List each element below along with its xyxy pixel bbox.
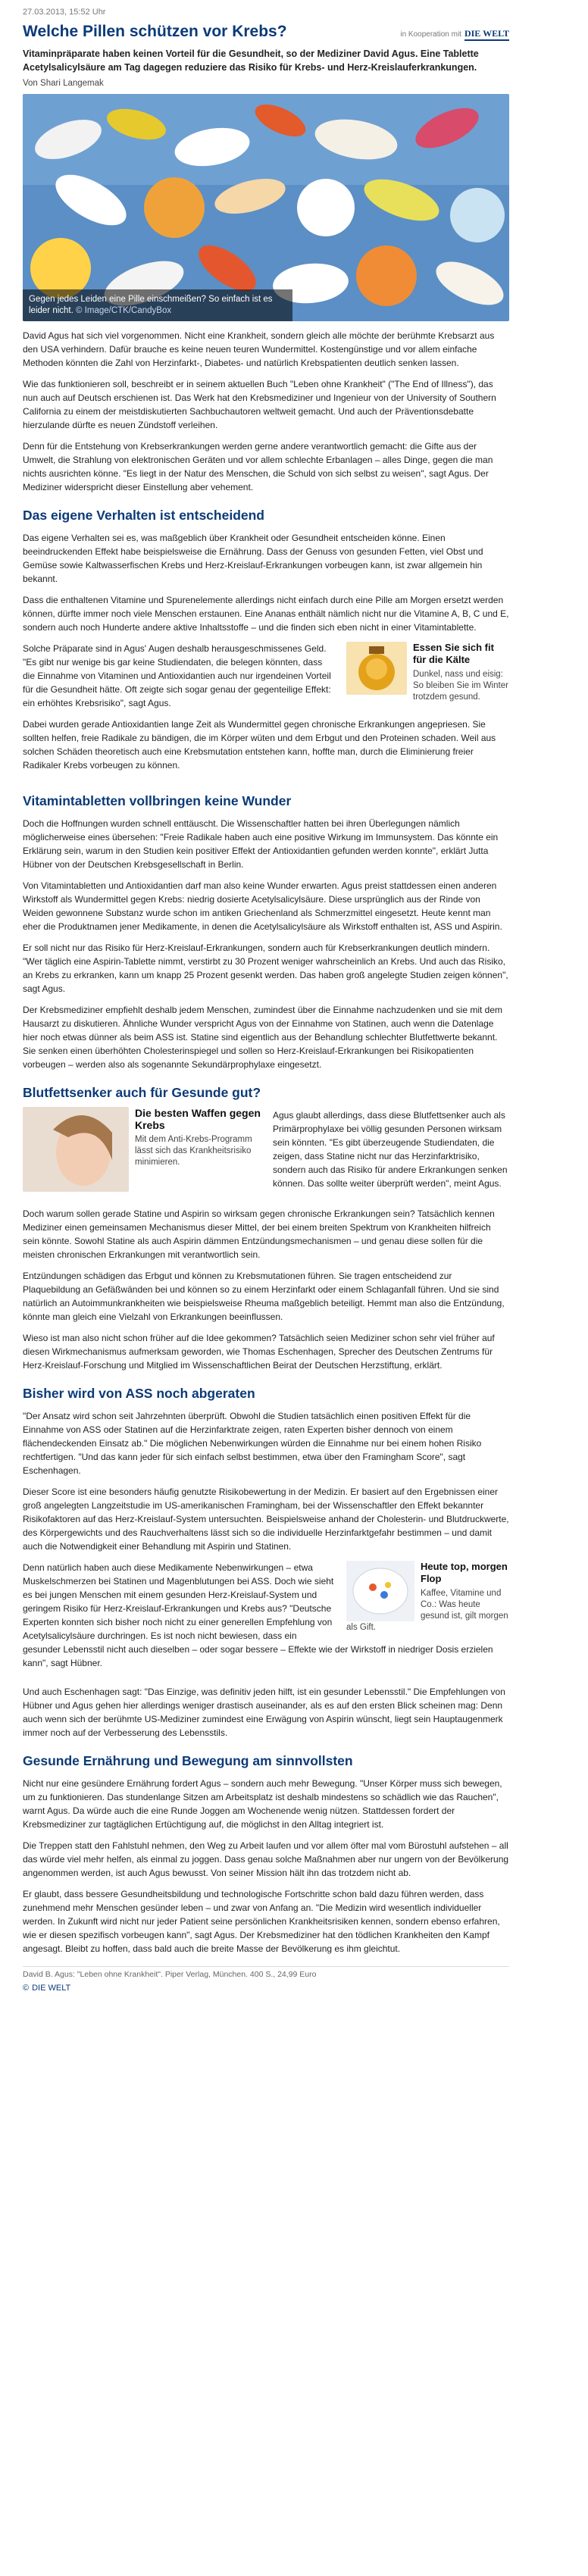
paragraph: Entzündungen schädigen das Erbgut und können zu Krebsmutationen führen. Sie tragen entscheidend zur Plaquebildung an Gefäßwänden bei und können so zu einem Herzinfarkt oder einem Schlaganfall führen. Und sie sind natürlich an Autoimmunkrankheiten wie beispielsweise Rheuma maßgeblich beteiligt. Hemmt man also die Entzündung, könnte man gleich eine Vielzahl von Erkrankungen beeinflussen. bbox=[23, 1271, 505, 1322]
teaser-winter-fit[interactable] bbox=[346, 642, 509, 703]
paragraph: "Der Ansatz wird schon seit Jahrzehnten überprüft. Obwohl die Studien tatsächlich einen positiven Effekt für die Einnahme von ASS oder Statinen auf die Herzinfarktrate zeigen, raten Experten bisher dennoch von einem flächendeckenden Einsatz ab." Die möglichen Nebenwirkungen würden die Einnahme nur bei einem hohen Risiko rechtfertigen. "Und das kann jeder für sich einfach selbst bestimmen, etwa über den Framingham Score", sagt Eschenhagen. bbox=[23, 1411, 482, 1476]
section-heading: Gesunde Ernährung und Bewegung am sinnvollsten bbox=[23, 1753, 353, 1768]
paragraph: Agus glaubt allerdings, dass diese Blutfettsenker auch als Primärprophylaxe bei völlig gesunden Personen wirksam sein könnten. "Es gibt überzeugende Studiendaten, die zeigen, dass Statine nicht nur das Herzinfarktrisiko, sondern auch das Risiko für andere Erkrankungen senken können. Das sollte weiter überprüft werden", meint Agus. bbox=[273, 1110, 508, 1189]
teaser-description: Kaffee, Vitamine und Co.: Was heute gesund ist, gilt morgen als Gift. bbox=[346, 1589, 508, 1632]
paragraph: Wie das funktionieren soll, beschreibt er in seinem aktuellen Buch "Leben ohne Krankheit" ("The End of Illness"), das nun auch auf Deutsch erschienen ist. Das Werk hat den Krebsmediziner und Ingenieur von der University of Southern California zu einem der meistdiskutierten Sachbuchautoren weltweit gemacht. Und auch der Präventionsdebatte hierzulande dürfte es neuen Zündstoff verleihen. bbox=[23, 379, 496, 430]
section-heading: Bisher wird von ASS noch abgeraten bbox=[23, 1386, 255, 1401]
paragraph: Denn für die Entstehung von Krebserkrankungen werden gerne andere verantwortlich gemacht: die Gifte aus der Umwelt, die Strahlung von elektronischen Geräten und vor allem schlechte Erbanlagen – alles Dinge, gegen die man nichts ausrichten könne. "Es liegt in der Natur des Menschen, die Schuld von sich selbst zu weisen", sagt Agus. Der Mediziner widerspricht dieser Einstellung aber vehement. bbox=[23, 441, 493, 492]
hero-caption-text: Gegen jedes Leiden eine Pille einschmeißen? So einfach ist es leider nicht. bbox=[29, 295, 273, 315]
welt-logo-icon: © bbox=[23, 1984, 30, 1993]
teaser-honey-image[interactable] bbox=[346, 642, 407, 695]
footer-logo-text[interactable]: DIE WELT bbox=[32, 1984, 71, 1993]
paragraph: Solche Präparate sind in Agus' Augen deshalb herausgeschmissenes Geld. "Es gibt nur wenige bis gar keine Studiendaten, die belegen könnten, dass die Einnahme von Vitaminen und Antioxidantien auch nur irgendeinen Vorteil für die Gesundheit hätte. Oft zeigte sich sogar genau der gegenteilige Effekt: ein erhöhtes Krebsrisiko", sagt Agus. bbox=[23, 643, 331, 708]
section-heading: Vitamintabletten vollbringen keine Wunder bbox=[23, 793, 292, 808]
die-welt-logo[interactable]: DIE WELT bbox=[464, 28, 509, 41]
paragraph: Das eigene Verhalten sei es, was maßgeblich über Krankheit oder Gesundheit entscheiden könne. Einen beeindruckenden Effekt habe beispielsweise die Ernährung. Dass der Genuss von gesunden Fetten, viel Obst und Gemüse sowie Kaltwasserfischen Krebs und Herz-Kreislauf-Erkrankungen vorbeugen kann, ist zwar allgemein hin bekannt. bbox=[23, 533, 483, 584]
paragraph: Die Treppen statt den Fahlstuhl nehmen, den Weg zu Arbeit laufen und vor allem öfter mal vom Bürostuhl aufstehen – all das würde viel mehr helfen, als einmal zu joggen. Dass genau solche Maßnahmen aber nur ungern von der Bevölkerung angenommen werden, ist auch Agus bewusst. Von seiner Mission hält ihn das trotzdem nicht ab. bbox=[23, 1840, 509, 1878]
paragraph: Wieso ist man also nicht schon früher auf die Idee gekommen? Tatsächlich seien Mediziner schon sehr viel früher auf diesen Wirkmechanismus aufmerksam geworden, wie Thomas Eschenhagen, Sprecher des Deutschen Zentrums für Herz-Kreislauf-Forschung und Mitglied im Wissenschaftlichen Beirat der Deutschen Herzstiftung, erklärt. bbox=[23, 1333, 495, 1371]
coop-label: in Kooperation mit bbox=[400, 30, 461, 39]
teaser-title[interactable]: Essen Sie sich fit für die Kälte bbox=[413, 642, 494, 665]
woman-portrait-icon bbox=[23, 1107, 129, 1192]
hero-caption bbox=[23, 289, 292, 321]
paragraph: Nicht nur eine gesündere Ernährung fordert Agus – sondern auch mehr Bewegung. "Unser Körper muss sich bewegen, um zu funktionieren. Das stundenlange Sitzen am Arbeitsplatz ist deshalb mindestens so schädlich wie das Rauchen", warnt Agus. Da würde auch die eine Runde Joggen am Wochenende wenig nützen. Stattdessen fordert der Krebsmediziner zur tagtäglichen Ertüchtigung auf, die möglichst in den Alltag integriert ist. bbox=[23, 1778, 502, 1830]
pills-photo bbox=[23, 94, 509, 321]
book-footnote: David B. Agus: "Leben ohne Krankheit". Piper Verlag, München. 400 S., 24,99 Euro bbox=[23, 1966, 509, 1979]
hero-image[interactable] bbox=[23, 94, 509, 321]
teaser-title[interactable]: Die besten Waffen gegen Krebs bbox=[135, 1107, 261, 1131]
footer-source[interactable] bbox=[23, 1984, 509, 1993]
byline[interactable]: Von Shari Langemak bbox=[23, 79, 104, 88]
teaser-title[interactable]: Heute top, morgen Flop bbox=[421, 1561, 508, 1584]
article bbox=[23, 0, 509, 1993]
teaser-anti-cancer[interactable] bbox=[23, 1107, 262, 1192]
honey-icon bbox=[346, 642, 407, 695]
paragraph: Doch warum sollen gerade Statine und Aspirin so wirksam gegen chronische Erkrankungen sein? Tatsächlich kennen Mediziner einen gemeinsamen Mechanismus dieser Mittel, der bei einem breiten Spektrum von Krankheiten hilfreich sein könnte. Sowohl Statine als auch Aspirin dämmen Entzündungsmechanismen – und genau diese sollen für die meisten chronischen Erkrankungen mit verantwortlich sein. bbox=[23, 1208, 495, 1260]
article-lead: Vitaminpräparate haben keinen Vorteil für die Gesundheit, so der Mediziner David Agus. Eine Tablette Acetylsalicylsäure am Tag dagegen reduziere das Risiko für Krebs- und Herz-Kreislauferkrankungen. bbox=[23, 48, 479, 73]
paragraph: Und auch Eschenhagen sagt: "Das Einzige, was definitiv jeden hilft, ist ein gesunder Lebensstil." Die Empfehlungen von Hübner und Agus gehen hier allerdings weniger drastisch auseinander, als es auf den ersten Blick scheinen mag: Denn auch wenn sich der berühmte US-Mediziner zumindest eine Erwägung von Aspirin wünscht, liegt sein Hauptaugenmerk immer noch auf der Verbesserung des Lebensstils. bbox=[23, 1687, 505, 1738]
paragraph: Er glaubt, dass bessere Gesundheitsbildung und technologische Fortschritte schon bald dazu führen werden, dass zunehmend mehr Menschen gesünder leben – und zwar von Anfang an. "Die Medizin wird wesentlich individueller werden. In Zukunft wird nicht nur jeder Patient seine persönlichen Krankheitsrisiken kennen, sondern ebenso erfahren, wie er diesen spezifisch vorbeugen kann", sagt Agus. Der Krebsmediziner hat den tödlichen Krankheiten den Kampf angesagt. Bleibt zu hoffen, dass bald auch die breite Masse der Bevölkerung es ihm gleichtut. bbox=[23, 1889, 500, 1954]
section-heading: Das eigene Verhalten ist entscheidend bbox=[23, 508, 264, 523]
hero-credit: © Image/CTK/CandyBox bbox=[76, 306, 172, 315]
plate-pills-icon bbox=[346, 1561, 414, 1621]
paragraph: Doch die Hoffnungen wurden schnell enttäuscht. Die Wissenschaftler hatten bei ihren Überlegungen nämlich möglicherweise eines übersehen: "Freie Radikale haben auch eine positive Wirkung im Immunsystem. Das könnte ein Erklärung sein, warum in den Studien kein positiver Effekt der Antioxidantien gefunden werden konnte", erklärt Jutta Hübner von der Deutschen Krebsgesellschaft in Berlin. bbox=[23, 818, 499, 870]
article-title: Welche Pillen schützen vor Krebs? bbox=[23, 23, 287, 40]
paragraph: Der Krebsmediziner empfiehlt deshalb jedem Menschen, zumindest über die Einnahme nachzudenken und sie mit dem Hausarzt zu diskutieren. Ähnliche Wunder verspricht Agus von der Einnahme von Statinen, auch wenn die Datenlage hier noch etwas dünner als beim ASS ist. Statine sind eigentlich aus der Behandlung schlechter Blutfettwerte bekannt. Sie senken einen überhöhten Cholesterinspiegel und sollen so Herz-Kreislauf-Erkrankungen bei Risikopatienten vorbeugen – werden also als sogenannte Sekundärprophylaxe eingesetzt. bbox=[23, 1005, 503, 1070]
paragraph: Er soll nicht nur das Risiko für Herz-Kreislauf-Erkrankungen, sondern auch für Krebserkrankungen deutlich mindern. "Wer täglich eine Aspirin-Tablette nimmt, verstirbt zu 30 Prozent weniger wahrscheinlich an Krebs. Und auch das Risiko, an Krebs zu erkranken, kann um knapp 25 Prozent gesenkt werden. Das haben groß angelegte Studien zeigen können", sagt Agus. bbox=[23, 943, 508, 994]
paragraph: David Agus hat sich viel vorgenommen. Nicht eine Krankheit, sondern gleich alle möchte der berühmte Krebsarzt aus den USA verhindern. Dafür brauche es keine neuen teuren Wundermittel. Kostengünstige und vor allem einfache Methoden könnten die Zahl von Herzinfarkt-, Diabetes- und natürlich Krebspatienten deutlich senken lassen. bbox=[23, 330, 495, 368]
teaser-top-flop[interactable] bbox=[346, 1561, 509, 1633]
paragraph: Dabei wurden gerade Antioxidantien lange Zeit als Wundermittel gegen chronische Erkrankungen angepriesen. Sie sollten helfen, freie Radikale zu bändigen, die im Körper wüten und dem Erbgut und den Proteinen schaden. Weil aus solchen Schäden theoretisch auch eine Krebsmutation entstehen kann, hoffte man, durch die Eliminierung freier Radikaler Krebs vorbeugen zu können. bbox=[23, 719, 496, 771]
section-heading: Blutfettsenker auch für Gesunde gut? bbox=[23, 1085, 261, 1100]
cooperation[interactable] bbox=[400, 28, 509, 41]
title-row bbox=[23, 23, 509, 41]
paragraph: Von Vitamintabletten und Antioxidantien darf man also keine Wunder erwarten. Agus preist stattdessen einen anderen Wirkstoff als Wundermittel gegen Krebs: niedrig dosierte Acetylsalicylsäure. Diese ursprünglich aus der Rinde von Weiden gewonnene Substanz wurde schon im antiken Griechenland als Schmerzmittel eingesetzt. Heute kennt man eher die Produktnamen jener Medikamente, in denen die Acetylsalicylsäure als Wirkstoff enthalten ist, ASS und Aspirin. bbox=[23, 880, 502, 932]
paragraph: Dieser Score ist eine besonders häufig genutzte Risikobewertung in der Medizin. Er basiert auf den Ergebnissen einer groß angelegten Langzeitstudie im US-amerikanischen Framingham, bei der Wissenschaftler den Effekt bekannter Risikofaktoren auf das Herz-Kreislauf-System untersuchten. Beispielsweise anhand der Cholesterin- und Blutdruckwerte, des Körpergewichts und des Rauchverhaltens lässt sich so die individuelle Herzinfarktgefahr bestimmen – und damit auch die Notwendigkeit einer Behandlung mit Aspirin und Statinen. bbox=[23, 1487, 509, 1552]
teaser-woman-image[interactable] bbox=[23, 1107, 129, 1192]
article-date: 27.03.2013, 15:52 Uhr bbox=[23, 8, 106, 17]
teaser-description: Dunkel, nass und eisig: So bleiben Sie im Winter trotzdem gesund. bbox=[413, 670, 508, 702]
teaser-description: Mit dem Anti-Krebs-Programm lässt sich das Krankheitsrisiko minimieren. bbox=[135, 1135, 252, 1167]
paragraph: Dass die enthaltenen Vitamine und Spurenelemente allerdings nicht einfach durch eine Pille am Morgen ersetzt werden können, dürfte immer noch viele Menschen erstaunen. Eine Ananas enthält nämlich nicht nur die Vitamine A, B, C und E, sondern auch noch Hunderte andere aktive Inhaltsstoffe – und die finden sich eben nicht in einer Vitamintablette. bbox=[23, 595, 509, 633]
paragraph: Denn natürlich haben auch diese Medikamente Nebenwirkungen – etwa Muskelschmerzen bei Statinen und Magenblutungen bei ASS. Doch wie sieht es bei jungen Menschen mit einem gesunden Herz-Kreislauf-System und geringem Risiko für Herz-Kreislauf-Erkrankungen und Krebs aus? "Deutsche Experten konnten sich bisher noch nicht zu einer generellen Empfehlung von Acetylsalicylsäure durchringen. Es ist noch nicht bewiesen, dass ein gesunder Lebensstil nicht auch dieselben – oder sogar bessere – Effekte wie der Wirkstoff in niedriger Dosis erzielen kann", sagt Hübner. bbox=[23, 1562, 493, 1668]
teaser-pills-image[interactable] bbox=[346, 1561, 414, 1621]
